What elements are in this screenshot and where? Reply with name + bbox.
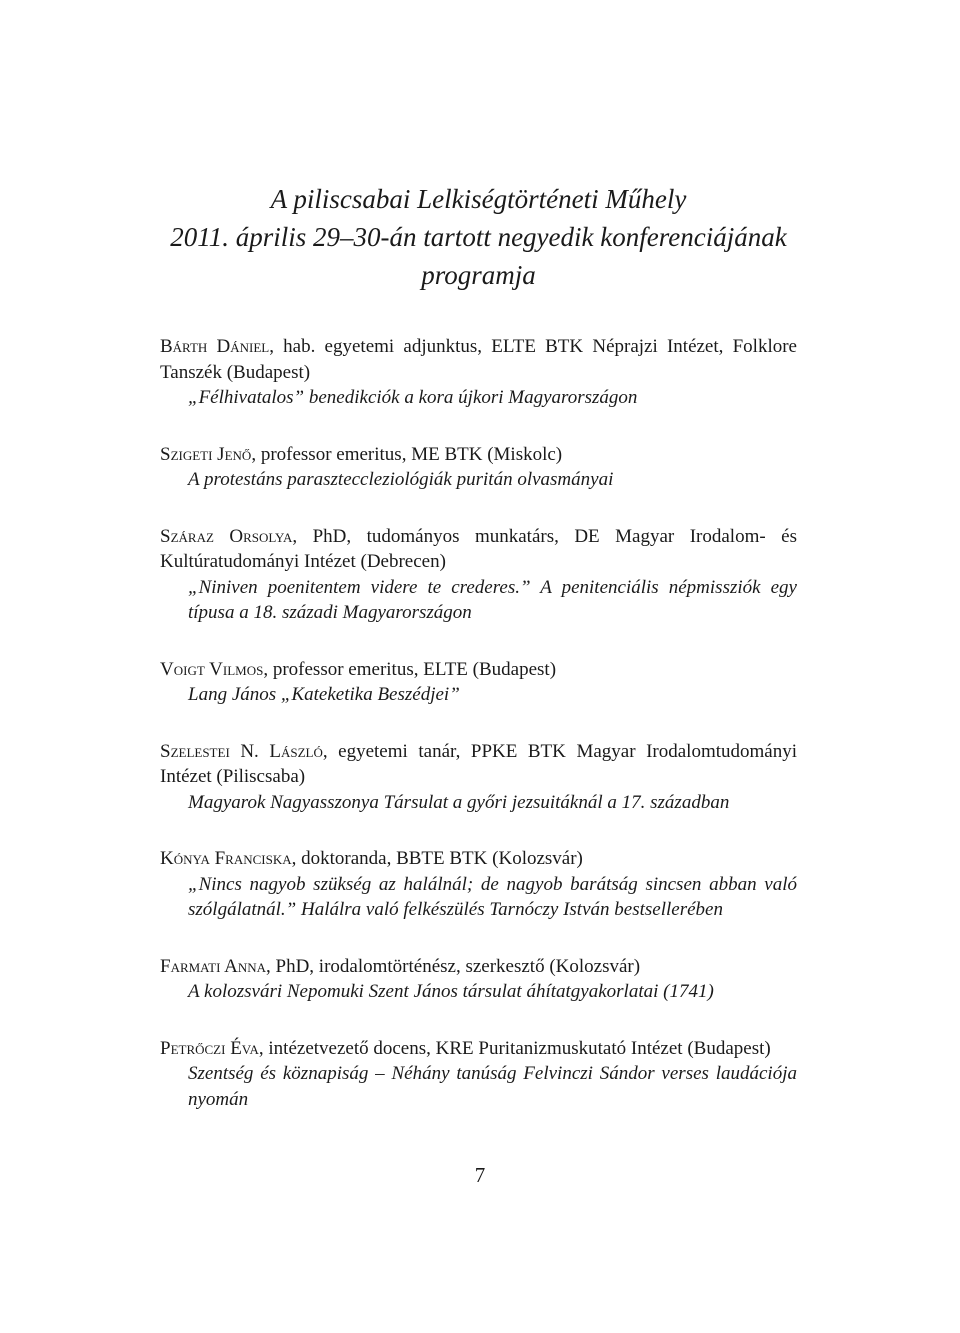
program-entry xyxy=(160,846,797,923)
talk-title: Lang János „Kateketika Beszédjei” xyxy=(188,684,460,705)
program-entry xyxy=(160,524,797,626)
program-title xyxy=(160,180,797,294)
speaker-affiliation: , PhD, irodalomtörténész, szerkesztő (Kolozsvár) xyxy=(266,955,641,977)
speaker-line xyxy=(160,442,797,468)
program-entry xyxy=(160,442,797,493)
speaker-affiliation: , intézetvezető docens, KRE Puritanizmuskutató Intézet (Budapest) xyxy=(258,1037,771,1059)
speaker-line xyxy=(160,739,797,790)
speaker-line xyxy=(160,954,797,980)
program-entry xyxy=(160,739,797,816)
speaker-name: Kónya Franciska xyxy=(160,848,292,869)
speaker-line xyxy=(160,846,797,872)
title-line-1: A piliscsabai Lelkiségtörténeti Műhely xyxy=(270,184,687,214)
speaker-name: Farmati Anna xyxy=(160,955,266,977)
speaker-name: Száraz Orsolya xyxy=(160,525,293,547)
speaker-name: Petrőczi Éva xyxy=(160,1037,259,1059)
talk-title: A protestáns paraszteccleziológiák puritán olvasmányai xyxy=(188,469,614,490)
talk-title: Szentség és köznapiság – Néhány tanúság Felvinczi Sándor verses laudációja nyomán xyxy=(188,1063,797,1110)
title-line-2: 2011. április 29–30-án tartott negyedik konferenciájának xyxy=(170,222,787,252)
program-entry xyxy=(160,954,797,1005)
talk-title: „Nincs nagyob szükség az halálnál; de nagyob barátság sincsen abban való szólgálatnál.” Halálra való felkészülés Tarnóczy István bestsellerében xyxy=(188,873,797,920)
speaker-name: Bárth Dániel xyxy=(160,336,270,357)
talk-title: „Niniven poenitentem videre te crederes.” A penitenciális népmissziók egy típusa a 18. századi Magyarországon xyxy=(188,576,797,623)
talk-title: „Félhivatalos” benedikciók a kora újkori Magyarországon xyxy=(188,387,638,408)
speaker-name: Voigt Vilmos xyxy=(160,658,264,680)
talk-title: A kolozsvári Nepomuki Szent János társulat áhítatgyakorlatai (1741) xyxy=(188,981,714,1002)
program-entries xyxy=(160,334,797,1143)
speaker-affiliation: , professor emeritus, ME BTK (Miskolc) xyxy=(251,443,563,465)
speaker-line xyxy=(160,334,797,385)
speaker-affiliation: , hab. egyetemi adjunktus, ELTE BTK Néprajzi Intézet, Folklore Tanszék (Budapest) xyxy=(160,336,797,383)
speaker-line xyxy=(160,524,797,575)
speaker-affiliation: , egyetemi tanár, PPKE BTK Magyar Irodalomtudományi Intézet (Piliscsaba) xyxy=(160,740,797,787)
page-number: 7 xyxy=(474,1163,486,1187)
speaker-affiliation: , doktoranda, BBTE BTK (Kolozsvár) xyxy=(291,848,583,869)
program-entry xyxy=(160,334,797,411)
speaker-name: Szelestei N. László xyxy=(160,740,323,762)
speaker-line xyxy=(160,657,797,683)
speaker-line xyxy=(160,1036,797,1062)
title-line-3: programja xyxy=(421,260,536,290)
speaker-affiliation: , PhD, tudományos munkatárs, DE Magyar Irodalom- és Kultúratudományi Intézet (Debrecen) xyxy=(160,525,797,572)
program-entry xyxy=(160,1036,797,1113)
speaker-affiliation: , professor emeritus, ELTE (Budapest) xyxy=(263,658,557,680)
program-entry xyxy=(160,657,797,708)
talk-title: Magyarok Nagyasszonya Társulat a győri jezsuitáknál a 17. században xyxy=(188,791,730,813)
speaker-name: Szigeti Jenő xyxy=(160,443,252,465)
